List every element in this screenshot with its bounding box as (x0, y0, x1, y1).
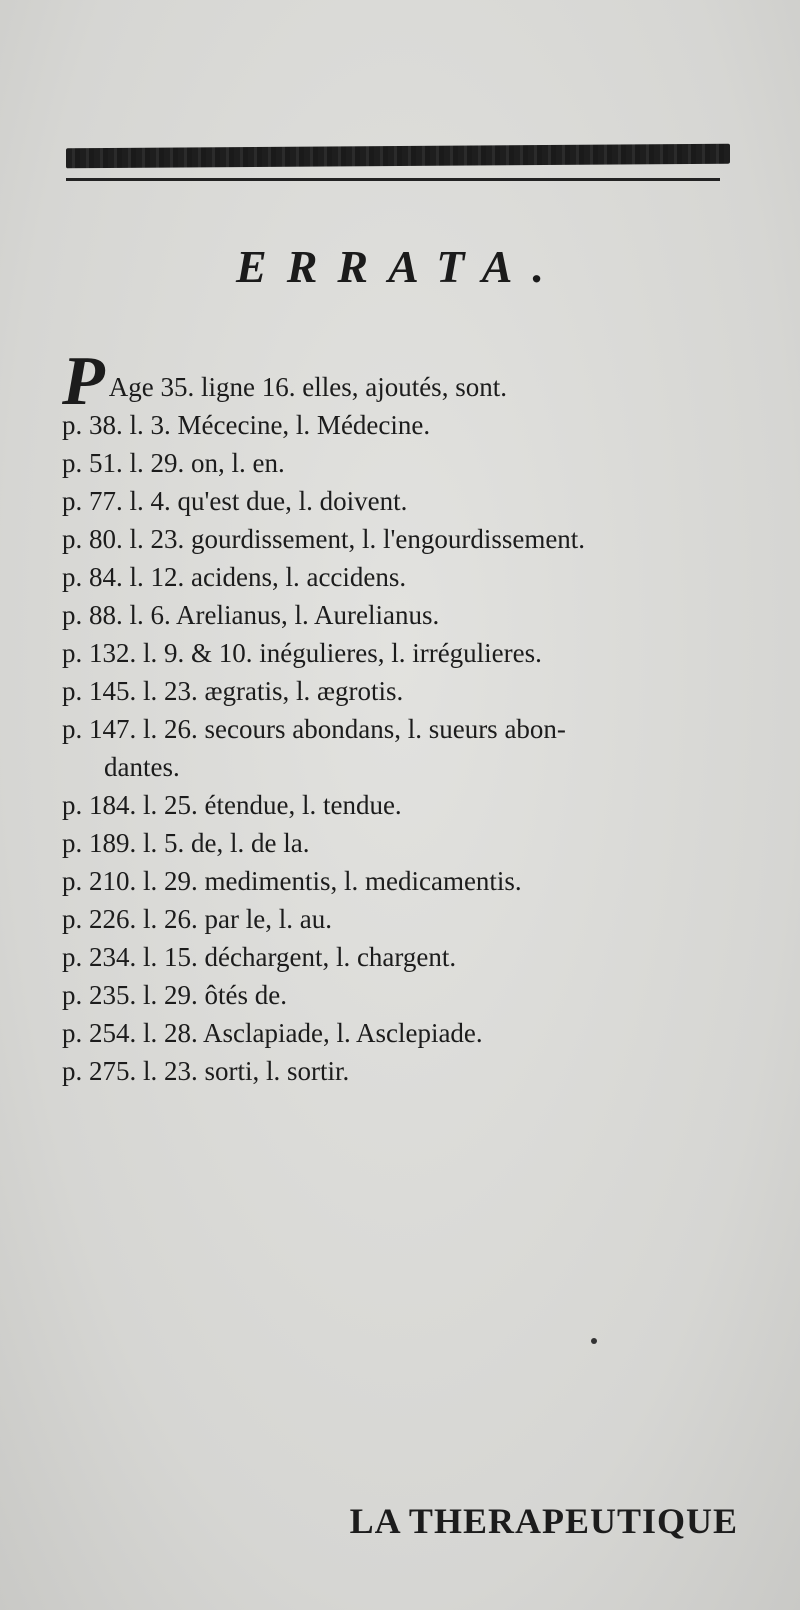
entry-text: p. 145. l. 23. ægratis, l. ægrotis. (62, 676, 404, 706)
entry-text: p. 38. l. 3. Mécecine, l. Médecine. (62, 410, 431, 440)
entry-text: p. 226. l. 26. par le, l. au. (62, 904, 332, 934)
entry-text: p. 234. l. 15. déchargent, l. chargent. (62, 942, 457, 972)
catchword: LA THERAPEUTIQUE (349, 1501, 738, 1541)
entry-text: p. 184. l. 25. étendue, l. tendue. (62, 790, 402, 820)
errata-entry (62, 1014, 762, 1052)
errata-entry (62, 596, 762, 634)
errata-entry (62, 672, 762, 710)
entry-text: p. 80. l. 23. gourdissement, l. l'engourdissement. (62, 524, 586, 554)
errata-entry (62, 634, 762, 672)
errata-entry (62, 976, 762, 1014)
entry-text: p. 88. l. 6. Arelianus, l. Aurelianus. (62, 600, 440, 630)
drop-capital: P (62, 343, 105, 420)
entry-text: p. 147. l. 26. secours abondans, l. sueurs abon- (62, 714, 566, 744)
entry-text: p. 77. l. 4. qu'est due, l. doivent. (62, 486, 408, 516)
entry-text: p. 189. l. 5. de, l. de la. (62, 828, 310, 858)
entry-text: p. 84. l. 12. acidens, l. accidens. (62, 562, 407, 592)
errata-entry (62, 482, 762, 520)
ornamental-rule-thick (66, 144, 730, 169)
ornamental-rule-thin (66, 178, 720, 181)
entry-text: p. 254. l. 28. Asclapiade, l. Asclepiade. (62, 1018, 483, 1048)
errata-entry (62, 824, 762, 862)
errata-entry (62, 444, 762, 482)
errata-entry (62, 406, 762, 444)
errata-entry (62, 710, 762, 748)
errata-entry (62, 900, 762, 938)
errata-entry-continuation (62, 748, 762, 786)
entry-text: Age 35. ligne 16. elles, ajoutés, sont. (108, 372, 507, 402)
entry-text: p. 51. l. 29. on, l. en. (62, 448, 285, 478)
entry-text: p. 275. l. 23. sorti, l. sortir. (62, 1056, 350, 1086)
entry-text: dantes. (104, 752, 180, 782)
errata-entry (62, 520, 762, 558)
errata-entry (62, 786, 762, 824)
errata-entry (62, 938, 762, 976)
ink-spot (591, 1338, 597, 1344)
entry-text: p. 132. l. 9. & 10. inégulieres, l. irrégulieres. (62, 638, 542, 668)
errata-list (62, 343, 762, 1090)
entry-text: p. 210. l. 29. medimentis, l. medicamentis. (62, 866, 522, 896)
errata-entry (62, 343, 762, 420)
errata-entry (62, 862, 762, 900)
errata-entry (62, 558, 762, 596)
errata-title: ERRATA. (236, 241, 564, 292)
entry-text: p. 235. l. 29. ôtés de. (62, 980, 287, 1010)
errata-entry (62, 1052, 762, 1090)
